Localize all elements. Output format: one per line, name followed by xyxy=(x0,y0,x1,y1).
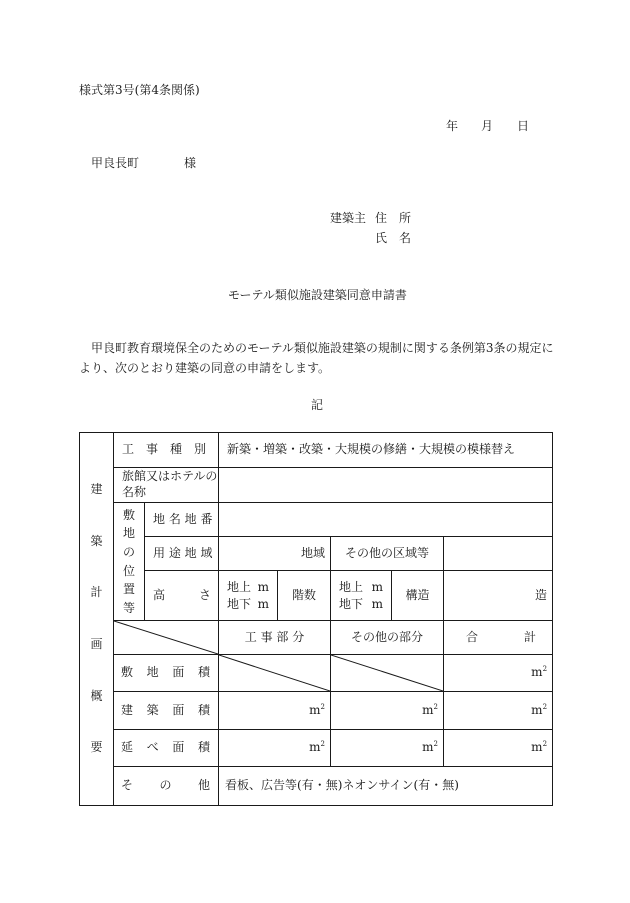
meter-unit: m xyxy=(371,596,384,611)
takasa-label xyxy=(145,571,219,621)
kozo-label: 構造 xyxy=(392,571,444,621)
label-char: 築 xyxy=(146,702,159,717)
label-char: 積 xyxy=(197,702,210,717)
nobe-sonota-field[interactable] xyxy=(331,730,444,767)
diagonal-line xyxy=(114,621,218,654)
shikichi-char: 等 xyxy=(122,600,135,615)
takasa-char: さ xyxy=(199,587,212,602)
kenchiku-koji-field[interactable] xyxy=(219,692,331,730)
shikichi-char: の xyxy=(122,544,135,559)
ryokan-name-label xyxy=(114,468,219,503)
label-char: 地 xyxy=(146,665,159,680)
application-table xyxy=(79,432,553,806)
date-month-label: 月 xyxy=(481,119,494,133)
ryokan-label-line-2: 名称 xyxy=(122,485,147,499)
label-char: 他 xyxy=(198,778,211,793)
section-char: 要 xyxy=(90,740,103,755)
label-char: 建 xyxy=(121,702,134,717)
section-char: 概 xyxy=(90,688,103,703)
nobe-gokei-field[interactable] xyxy=(444,730,553,767)
chijo-label: 地上 xyxy=(339,580,364,595)
shikichi-sonota-diagonal xyxy=(331,655,444,692)
sqm-sup: 2 xyxy=(320,702,326,711)
kenchiku-sonota-field[interactable] xyxy=(331,692,444,730)
addressee: 甲良長町 xyxy=(91,156,140,170)
label-char: 面 xyxy=(172,702,185,717)
label-char: べ xyxy=(146,740,159,755)
section-char: 築 xyxy=(90,533,103,548)
ryokan-name-field[interactable] xyxy=(219,468,553,503)
area-header-diagonal xyxy=(114,621,219,655)
sonota-kuiki-label: その他の区域等 xyxy=(331,537,444,571)
section-char: 画 xyxy=(90,637,103,651)
koji-shubetsu-label: 工 事 種 別 xyxy=(114,433,219,468)
shikichi-gokei-field[interactable] xyxy=(444,655,553,692)
shikichi-ichi-label xyxy=(114,503,145,621)
shikichi-menseki-label xyxy=(114,655,219,692)
chijo-label: 地上 xyxy=(227,580,252,595)
label-char: 敷 xyxy=(121,665,134,680)
shikichi-koji-diagonal xyxy=(219,655,331,692)
label-char: の xyxy=(159,778,172,793)
koji-shubetsu-value: 新築・増築・改築・大規模の修繕・大規模の模様替え xyxy=(219,433,553,468)
kenchiku-menseki-label xyxy=(114,692,219,730)
yoto-chiiki-label: 用 途 地 域 xyxy=(145,537,219,571)
form-number: 様式第3号(第4条関係) xyxy=(79,83,200,97)
gokei-char: 計 xyxy=(524,629,537,644)
shikichi-char: 位 xyxy=(122,563,135,578)
sonota-bubun-header: その他の部分 xyxy=(331,621,444,655)
takasa-field[interactable] xyxy=(219,571,278,621)
section-label-kenchiku-keikaku xyxy=(80,433,114,806)
gokei-header xyxy=(444,621,553,655)
section-char: 計 xyxy=(90,585,103,600)
zo-suffix: 造 xyxy=(535,587,548,602)
ki-label: 記 xyxy=(311,398,324,412)
sonota-value: 看板、広告等(有・無)ネオンサイン(有・無) xyxy=(219,767,553,806)
kozo-field[interactable] xyxy=(444,571,553,621)
kaisu-label: 階数 xyxy=(278,571,331,621)
sonota-label xyxy=(114,767,219,806)
sqm-sup: 2 xyxy=(433,740,439,749)
diagonal-line xyxy=(331,655,443,691)
builder-label: 建築主 xyxy=(330,211,367,225)
date-day-label: 日 xyxy=(517,119,530,133)
yoto-chiiki-field[interactable] xyxy=(219,537,331,571)
takasa-char: 高 xyxy=(153,587,166,602)
sqm-unit: m xyxy=(422,740,434,755)
date-year-label: 年 xyxy=(446,119,459,133)
shikichi-char: 置 xyxy=(122,582,135,597)
label-char: 面 xyxy=(172,665,185,680)
section-char: 建 xyxy=(90,482,103,497)
ryokan-label-line-1: 旅館又はホテルの xyxy=(122,469,218,484)
kenchiku-gokei-field[interactable] xyxy=(444,692,553,730)
sqm-sup: 2 xyxy=(542,740,548,749)
document-title: モーテル類似施設建築同意申請書 xyxy=(228,288,407,302)
addressee-honorific: 様 xyxy=(184,156,197,170)
nobe-koji-field[interactable] xyxy=(219,730,331,767)
label-char: そ xyxy=(121,778,134,793)
sqm-sup: 2 xyxy=(320,740,326,749)
address-label: 住 所 xyxy=(375,211,412,225)
shikichi-char: 敷 xyxy=(122,507,135,522)
kaisu-field[interactable] xyxy=(331,571,392,621)
chika-label: 地下 xyxy=(227,596,252,611)
label-char: 延 xyxy=(121,740,134,755)
chiiki-suffix: 地域 xyxy=(301,545,326,560)
meter-unit: m xyxy=(257,580,270,595)
nobe-menseki-label xyxy=(114,730,219,767)
shikichi-char: 地 xyxy=(122,526,135,541)
sqm-unit: m xyxy=(422,702,434,717)
name-label: 氏 名 xyxy=(375,231,412,245)
sqm-sup: 2 xyxy=(542,665,548,674)
sqm-unit: m xyxy=(531,702,543,717)
sqm-unit: m xyxy=(531,740,543,755)
sqm-sup: 2 xyxy=(542,702,548,711)
sqm-unit: m xyxy=(309,740,321,755)
sonota-kuiki-field[interactable] xyxy=(444,537,553,571)
label-char: 積 xyxy=(197,665,210,680)
gokei-char: 合 xyxy=(466,629,479,644)
diagonal-line xyxy=(219,655,330,691)
body-line-1: 甲良町教育環境保全のためのモーテル類似施設建築の規制に関する条例第3条の規定に xyxy=(91,341,554,355)
sqm-unit: m xyxy=(531,665,543,680)
sqm-unit: m xyxy=(309,702,321,717)
body-line-2: より、次のとおり建築の同意の申請をします。 xyxy=(79,361,331,375)
chimei-chiban-field[interactable] xyxy=(219,503,553,537)
sqm-sup: 2 xyxy=(433,702,439,711)
chika-label: 地下 xyxy=(339,596,364,611)
chimei-chiban-label: 地 名 地 番 xyxy=(145,503,219,537)
label-char: 積 xyxy=(197,740,210,755)
label-char: 面 xyxy=(172,740,185,755)
meter-unit: m xyxy=(371,580,384,595)
koji-bubun-header: 工 事 部 分 xyxy=(219,621,331,655)
meter-unit: m xyxy=(257,596,270,611)
